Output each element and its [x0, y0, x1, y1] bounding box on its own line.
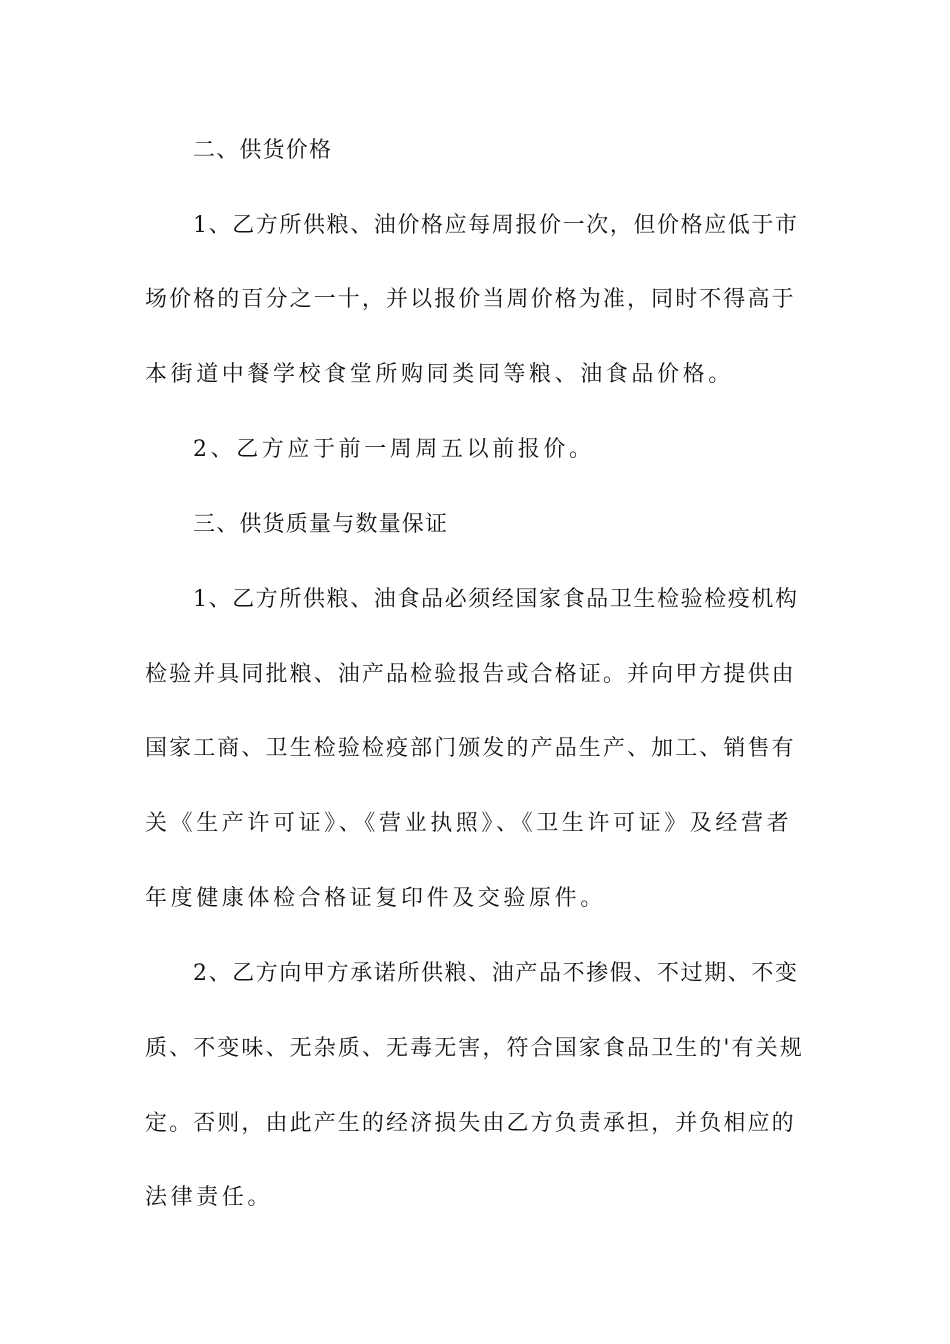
paragraph-line: 2、乙方向甲方承诺所供粮、油产品不掺假、不过期、不变 — [193, 961, 799, 986]
paragraph-line: 关《生产许可证》、《营业执照》、《卫生许可证》及经营者 — [145, 811, 793, 836]
paragraph-line: 检验并具同批粮、油产品检验报告或合格证。并向甲方提供由 — [145, 662, 796, 687]
paragraph-line: 2、乙方应于前一周周五以前报价。 — [193, 437, 595, 462]
paragraph-line: 年度健康体检合格证复印件及交验原件。 — [145, 886, 606, 911]
paragraph-line: 法律责任。 — [145, 1185, 274, 1210]
paragraph-line: 场价格的百分之一十，并以报价当周价格为准，同时不得高于 — [145, 287, 796, 312]
paragraph-line: 质、不变味、无杂质、无毒无害，符合国家食品卫生的'有关规 — [145, 1036, 804, 1061]
paragraph-line: 1、乙方所供粮、油价格应每周报价一次，但价格应低于市 — [193, 213, 799, 238]
paragraph-line: 定。否则，由此产生的经济损失由乙方负责承担，并负相应的 — [145, 1111, 796, 1136]
paragraph-line: 1、乙方所供粮、油食品必须经国家食品卫生检验检疫机构 — [193, 587, 799, 612]
paragraph-line: 本街道中餐学校食堂所购同类同等粮、油食品价格。 — [145, 362, 734, 387]
section-heading-pricing: 二、供货价格 — [193, 138, 333, 163]
section-heading-quality: 三、供货质量与数量保证 — [193, 512, 449, 537]
paragraph-line: 国家工商、卫生检验检疫部门颁发的产品生产、加工、销售有 — [145, 736, 796, 761]
